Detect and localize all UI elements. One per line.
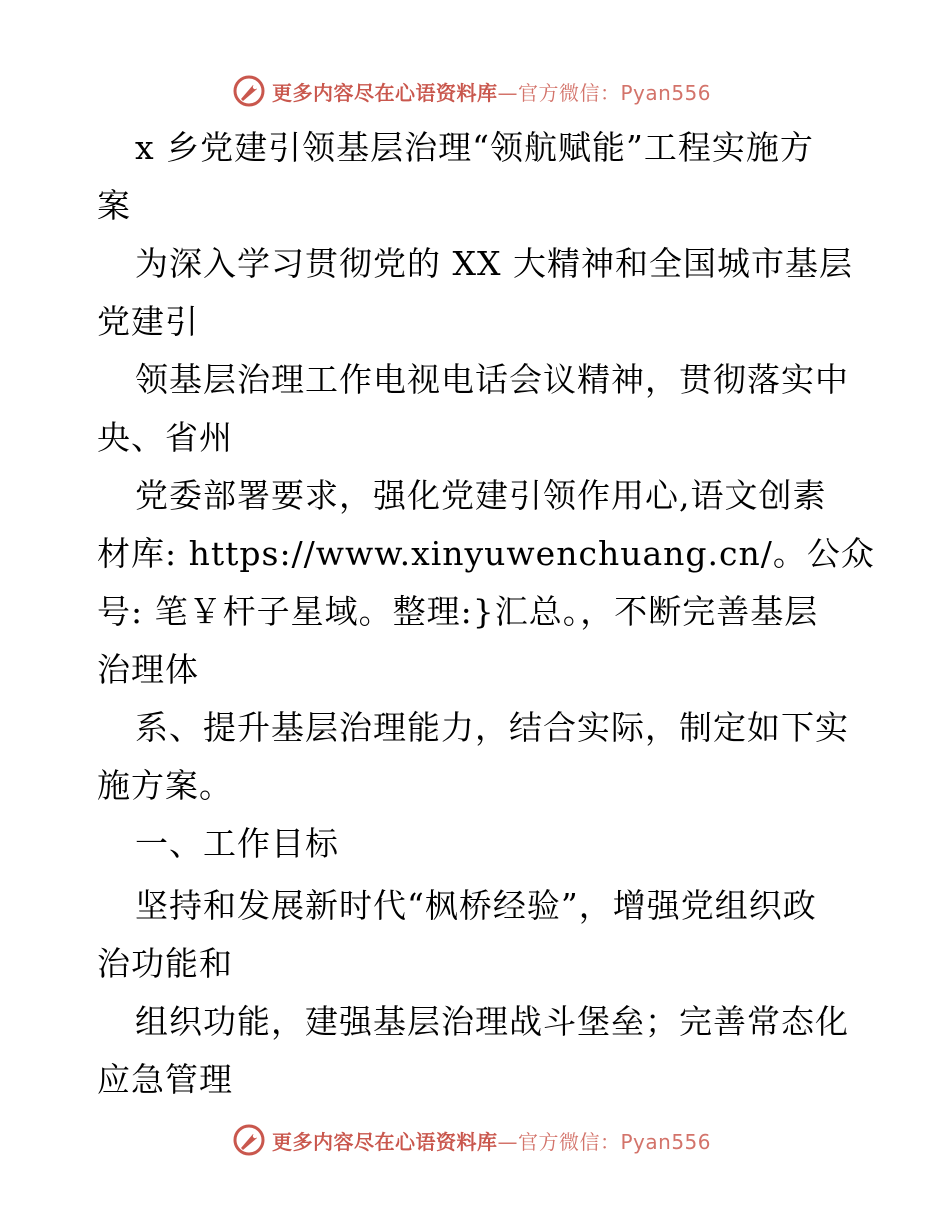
paragraph-line: 材库: https://www.xinyuwenchuang.cn/。公众 bbox=[97, 534, 875, 573]
paragraph-line: 党委部署要求，强化党建引领作用心,语文创素 bbox=[135, 476, 827, 515]
paragraph-line: 治功能和 bbox=[97, 944, 233, 983]
watermark-text bbox=[272, 1126, 711, 1155]
footer-watermark bbox=[232, 1120, 711, 1160]
paragraph-line: 领基层治理工作电视电话会议精神，贯彻落实中 bbox=[135, 360, 849, 399]
paragraph-line: 党建引 bbox=[97, 302, 199, 341]
watermark-brand: 更多内容尽在心语资料库 bbox=[272, 80, 498, 105]
section-heading: 一、工作目标 bbox=[135, 824, 339, 863]
header-watermark bbox=[232, 71, 711, 111]
watermark-separator: — bbox=[497, 1129, 518, 1154]
paragraph-line: 系、提升基层治理能力，结合实际，制定如下实 bbox=[135, 708, 849, 747]
title-line-1: x 乡党建引领基层治理“领航赋能”工程实施方 bbox=[135, 128, 814, 167]
pen-nib-logo-icon bbox=[232, 1123, 266, 1157]
watermark-text bbox=[272, 77, 711, 106]
watermark-wechat-label: 官方微信： bbox=[518, 80, 621, 105]
watermark-wechat-id: Pyan556 bbox=[620, 80, 712, 105]
paragraph-line: 施方案。 bbox=[97, 766, 233, 805]
paragraph-line: 号: 笔￥杆子星域。整理:}汇总。，不断完善基层 bbox=[97, 592, 819, 631]
watermark-separator: — bbox=[497, 80, 518, 105]
paragraph-line: 央、省州 bbox=[97, 418, 233, 457]
title-line-2: 案 bbox=[97, 186, 131, 225]
paragraph-line: 坚持和发展新时代“枫桥经验”，增强党组织政 bbox=[135, 886, 817, 925]
pen-nib-logo-icon bbox=[232, 74, 266, 108]
paragraph-line: 为深入学习贯彻党的 XX 大精神和全国城市基层 bbox=[135, 244, 853, 283]
paragraph-line: 组织功能，建强基层治理战斗堡垒；完善常态化 bbox=[135, 1002, 849, 1041]
paragraph-line: 应急管理 bbox=[97, 1060, 233, 1099]
watermark-wechat-label: 官方微信： bbox=[518, 1129, 621, 1154]
watermark-wechat-id: Pyan556 bbox=[620, 1129, 712, 1154]
watermark-brand: 更多内容尽在心语资料库 bbox=[272, 1129, 498, 1154]
paragraph-line: 治理体 bbox=[97, 650, 199, 689]
